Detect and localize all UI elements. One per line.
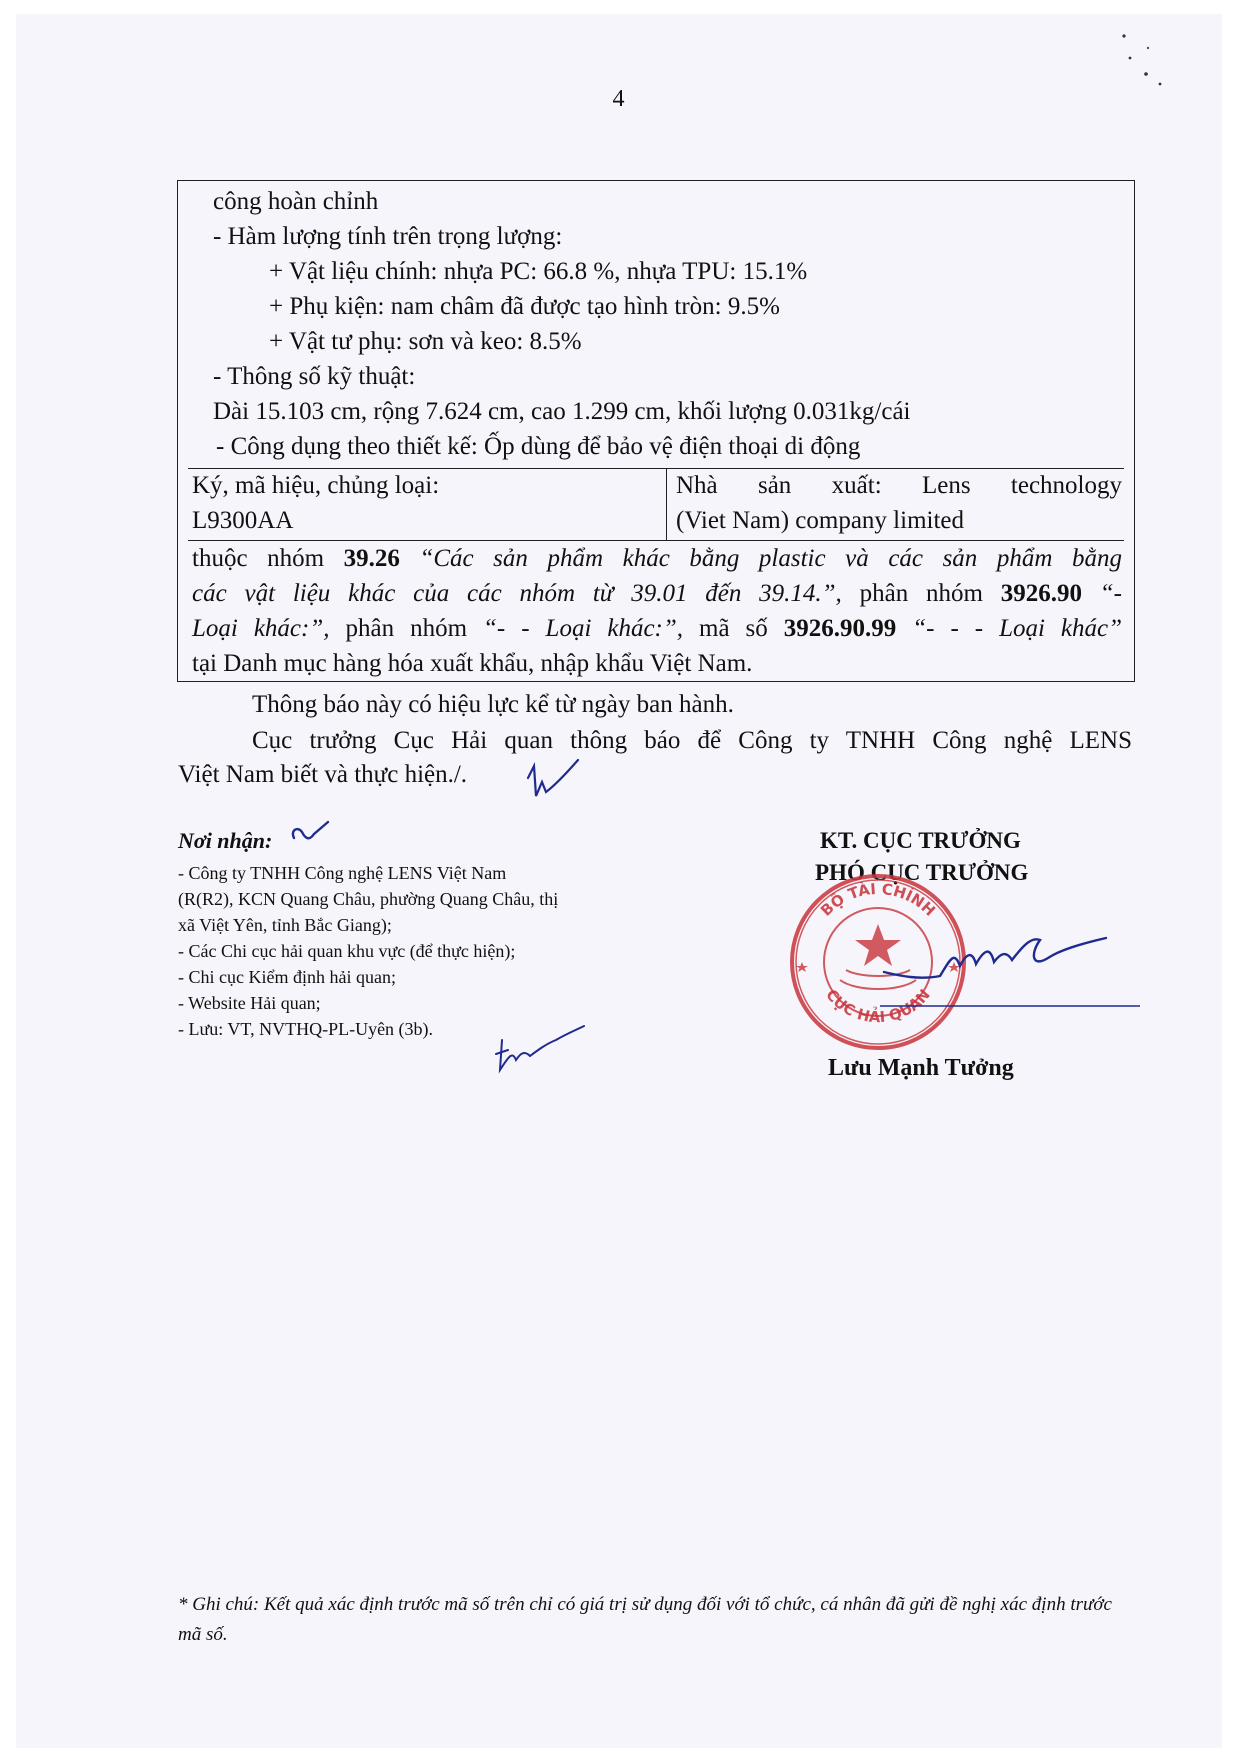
scan-specks bbox=[1120, 28, 1180, 88]
desc-line-8: - Công dụng theo thiết kế: Ốp dùng để bảo vệ điện thoại di động bbox=[216, 433, 861, 460]
initial-signature-2 bbox=[490, 1010, 590, 1080]
classification-line-3: Loại khác:”, phân nhóm “- - Loại khác:”, mã số 3926.90.99 “- - - Loại khác” bbox=[192, 615, 1123, 642]
notice-line-1: Cục trưởng Cục Hải quan thông báo để Công ty TNHH Công nghệ LENS bbox=[252, 727, 1132, 754]
model-value: L9300AA bbox=[192, 507, 294, 534]
page-number: 4 bbox=[612, 86, 625, 112]
desc-line-7: Dài 15.103 cm, rộng 7.624 cm, cao 1.299 cm, khối lượng 0.031kg/cái bbox=[213, 398, 911, 425]
classification-line-1: thuộc nhóm 39.26 “Các sản phẩm khác bằng plastic và các sản phẩm bằng bbox=[192, 545, 1122, 572]
initial-signature-1 bbox=[520, 748, 600, 808]
table-divider-bottom bbox=[188, 540, 1124, 541]
model-label: Ký, mã hiệu, chủng loại: bbox=[192, 472, 440, 499]
recipient-item: - Chi cục Kiểm định hải quan; bbox=[178, 967, 396, 987]
recipient-item: xã Việt Yên, tỉnh Bắc Giang); bbox=[178, 915, 392, 935]
desc-line-5: + Vật tư phụ: sơn và keo: 8.5% bbox=[269, 328, 582, 355]
footnote: * Ghi chú: Kết quả xác định trước mã số trên chỉ có giá trị sử dụng đối với tổ chức, cá nhân đã gửi đề nghị xác định trước mã số. bbox=[178, 1594, 1112, 1645]
table-divider-top bbox=[188, 468, 1124, 469]
notice-line-2: Việt Nam biết và thực hiện./. bbox=[178, 761, 468, 788]
recipient-item: (R(R2), KCN Quang Châu, phường Quang Châu, thị bbox=[178, 889, 559, 909]
desc-line-3: + Vật liệu chính: nhựa PC: 66.8 %, nhựa TPU: 15.1% bbox=[269, 258, 808, 285]
product-table bbox=[177, 180, 1135, 682]
recipients-title: Nơi nhận: bbox=[178, 828, 273, 853]
recipient-item: - Các Chi cục hải quan khu vực (để thực hiện); bbox=[178, 941, 516, 961]
effective-statement: Thông báo này có hiệu lực kể từ ngày ban hành. bbox=[252, 691, 734, 718]
maker-line-2: (Viet Nam) company limited bbox=[676, 507, 965, 534]
signer-title-1: KT. CỤC TRƯỞNG bbox=[820, 828, 1021, 853]
stamp-bottom-text: CỤC HẢI QUAN bbox=[822, 985, 934, 1027]
signer-title-2: PHÓ CỤC TRƯỞNG bbox=[815, 860, 1029, 885]
desc-line-4: + Phụ kiện: nam châm đã được tạo hình tròn: 9.5% bbox=[269, 293, 780, 320]
recipient-item: - Website Hải quan; bbox=[178, 993, 321, 1013]
stamp-top-text: BỘ TÀI CHÍNH bbox=[817, 879, 939, 920]
handwritten-signature bbox=[880, 910, 1140, 1010]
maker-line-1: Nhà sản xuất: Lens technology bbox=[676, 472, 1122, 499]
desc-line-6: - Thông số kỹ thuật: bbox=[213, 363, 416, 390]
table-divider-vertical bbox=[666, 468, 667, 540]
check-mark-icon bbox=[288, 818, 338, 854]
desc-line-2: - Hàm lượng tính trên trọng lượng: bbox=[213, 223, 563, 250]
classification-line-4: tại Danh mục hàng hóa xuất khẩu, nhập khẩu Việt Nam. bbox=[192, 650, 753, 677]
recipient-item: - Lưu: VT, NVTHQ-PL-Uyên (3b). bbox=[178, 1019, 434, 1039]
signer-name: Lưu Mạnh Tưởng bbox=[828, 1055, 1014, 1081]
recipient-item: - Công ty TNHH Công nghệ LENS Việt Nam bbox=[178, 863, 507, 883]
classification-line-2: các vật liệu khác của các nhóm từ 39.01 đến 39.14.”, phân nhóm 3926.90 “- bbox=[192, 580, 1123, 607]
desc-line-1: công hoàn chỉnh bbox=[213, 188, 379, 215]
